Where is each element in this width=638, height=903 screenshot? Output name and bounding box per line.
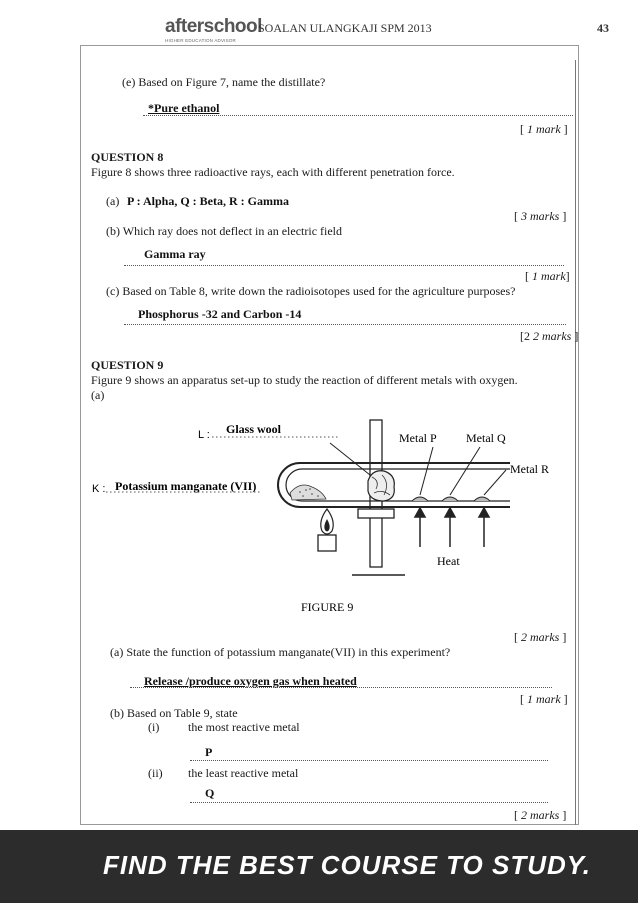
q8a-marks: [ 3 marks ] — [514, 209, 567, 223]
label-k: K : — [92, 483, 106, 495]
q8c-answer: Phosphorus -32 and Carbon -14 — [138, 307, 302, 321]
metal-p — [412, 497, 428, 501]
page-title: SOALAN ULANGKAJI SPM 2013 — [258, 21, 432, 35]
q9bi-question: the most reactive metal — [188, 720, 300, 734]
q9bii-answer: Q — [205, 786, 215, 800]
q9b-question: (b) Based on Table 9, state — [110, 706, 238, 720]
glass-wool — [368, 471, 394, 501]
answer-line — [190, 801, 548, 803]
afterschool-logo — [165, 17, 262, 43]
label-metal-q: Metal Q — [466, 431, 506, 445]
q8a-label: (a) — [106, 194, 120, 208]
q8b-answer: Gamma ray — [144, 247, 206, 261]
q9a2-marks: [ 1 mark ] — [520, 692, 568, 706]
label-l: L : — [198, 429, 210, 441]
q8c-marks: [2 2 marks ] — [520, 329, 579, 343]
q9a2-answer: Release /produce oxygen gas when heated — [144, 674, 357, 688]
metal-q — [442, 497, 458, 501]
q9a2-question: (a) State the function of potassium manganate(VII) in this experiment? — [110, 645, 451, 659]
label-heat: Heat — [437, 554, 460, 568]
q9bi-label: (i) — [148, 720, 160, 734]
brand-tagline: HIGHER EDUCATION ADVISOR — [165, 38, 236, 43]
q8b-question: (b) Which ray does not deflect in an electric field — [106, 224, 343, 238]
q8b-marks: [ 1 mark] — [525, 269, 570, 283]
figure-9-marks: [ 2 marks ] — [514, 630, 567, 644]
page-number: 43 — [597, 21, 609, 35]
retort-clamp — [358, 509, 394, 518]
brand-name: afterschool — [165, 16, 262, 37]
answer-line — [190, 759, 548, 761]
metal-r — [474, 497, 490, 501]
q8a-answer: P : Alpha, Q : Beta, R : Gamma — [127, 194, 289, 208]
figure-caption: FIGURE 9 — [301, 600, 354, 614]
q7e-marks: [ 1 mark ] — [520, 122, 568, 136]
answer-line — [124, 323, 566, 325]
q9bii-question: the least reactive metal — [188, 766, 299, 780]
q9a-label: (a) — [91, 388, 105, 402]
label-metal-p: Metal P — [399, 431, 437, 445]
q9b-marks: [ 2 marks ] — [514, 808, 567, 822]
q9-intro: Figure 9 shows an apparatus set-up to study the reaction of different metals with oxygen. — [91, 373, 518, 387]
q9bii-label: (ii) — [148, 766, 163, 780]
figure-9-apparatus — [0, 415, 638, 615]
burner-body — [318, 535, 336, 551]
label-metal-r: Metal R — [510, 462, 549, 476]
footer-slogan: FIND THE BEST COURSE TO STUDY. — [103, 850, 591, 880]
q7e-answer: *Pure ethanol — [148, 101, 220, 115]
answer-line — [124, 264, 564, 266]
q9bi-answer: P — [205, 745, 213, 759]
q8-heading: QUESTION 8 — [91, 150, 164, 164]
q8-intro: Figure 8 shows three radioactive rays, each with different penetration force. — [91, 165, 455, 179]
q7e-question: (e) Based on Figure 7, name the distillate? — [122, 75, 326, 89]
answer-potassium-manganate: Potassium manganate (VII) — [115, 479, 257, 493]
q9-heading: QUESTION 9 — [91, 358, 164, 372]
q8c-question: (c) Based on Table 8, write down the radioisotopes used for the agriculture purposes? — [106, 284, 516, 298]
answer-glass-wool: Glass wool — [226, 422, 282, 436]
potassium-manganate-powder — [290, 485, 326, 500]
